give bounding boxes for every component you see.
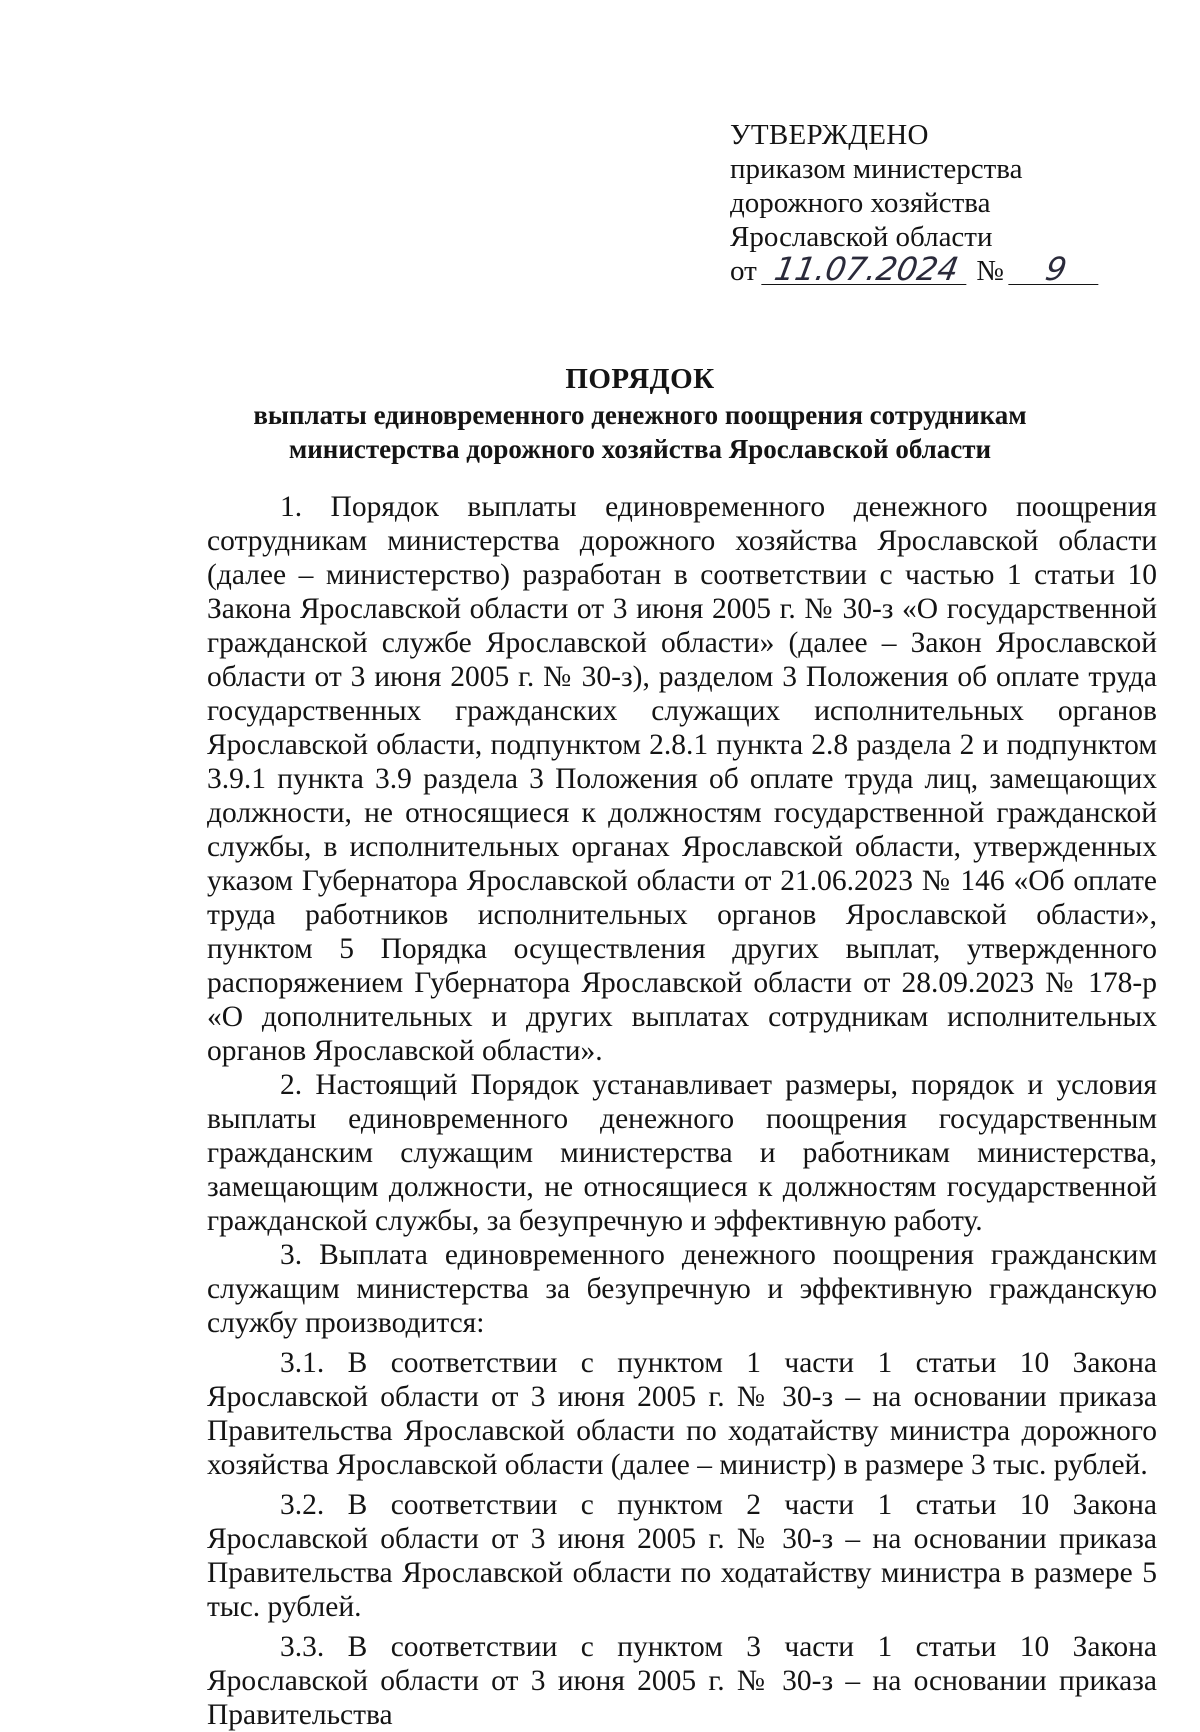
approval-line-3: Ярославской области — [730, 221, 993, 253]
approval-block — [730, 118, 1130, 288]
paragraph-3-2: 3.2. В соответствии с пунктом 2 части 1 статьи 10 Закона Ярославской области от 3 июня 2005 г. № 30-з – на основании приказа Правительства Ярославской области по ходатайству министра в размере 5 тыс. рублей. — [207, 1489, 1157, 1623]
date-prefix: от — [730, 255, 757, 287]
paragraph-3: 3. Выплата единовременного денежного поощрения гражданским служащим министерства за безупречную и эффективную гражданскую службу производится: — [207, 1239, 1157, 1339]
paragraph-2: 2. Настоящий Порядок устанавливает размеры, порядок и условия выплаты единовременного денежного поощрения государственным гражданским служащим министерства и работникам министерства, замещающим должности, не относящиеся к должностям государственной гражданской службы, за безупречную и эффективную работу. — [207, 1069, 1157, 1237]
handwritten-date: 11.07.2024 — [761, 254, 971, 285]
document-title — [200, 362, 1080, 466]
approval-heading: УТВЕРЖДЕНО — [730, 119, 929, 151]
number-sign: № — [976, 255, 1004, 287]
approval-line-1: приказом министерства — [730, 153, 1023, 185]
approval-date-line — [730, 250, 1130, 288]
title-main: ПОРЯДОК — [565, 363, 715, 395]
paragraph-3-3: 3.3. В соответствии с пунктом 3 части 1 статьи 10 Закона Ярославской области от 3 июня 2005 г. № 30-з – на основании приказа Правительства — [207, 1631, 1157, 1731]
paragraph-3-1: 3.1. В соответствии с пунктом 1 части 1 статьи 10 Закона Ярославской области от 3 июня 2005 г. № 30-з – на основании приказа Правительства Ярославской области по ходатайству министра дорожного хозяйства Ярославской области (далее – министр) в размере 3 тыс. рублей. — [207, 1347, 1157, 1481]
approval-line-2: дорожного хозяйства — [730, 187, 991, 219]
paragraph-1: 1. Порядок выплаты единовременного денежного поощрения сотрудникам министерства дорожного хозяйства Ярославской области (далее – министерство) разработан в соответствии с частью 1 статьи 10 Закона Ярославской области от 3 июня 2005 г. № 30-з «О государственной гражданской службе Ярославской области» (далее – Закон Ярославской области от 3 июня 2005 г. № 30-з), разделом 3 Положения об оплате труда государственных гражданских служащих исполнительных органов Ярославской области, подпунктом 2.8.1 пункта 2.8 раздела 2 и подпунктом 3.9.1 пункта 3.9 раздела 3 Положения об оплате труда лиц, замещающих должности, не относящиеся к должностям государственной гражданской службы, в исполнительных органах Ярославской области, утвержденных указом Губернатора Ярославской области от 21.06.2023 № 146 «Об оплате труда работников исполнительных органов Ярославской области», пунктом 5 Порядка осуществления других выплат, утвержденного распоряжением Губернатора Ярославской области от 28.09.2023 № 178-р «О дополнительных и других выплатах сотрудникам исполнительных органов Ярославской области». — [207, 491, 1157, 1067]
handwritten-number: 9 — [1008, 254, 1103, 285]
title-subtitle-line-2: министерства дорожного хозяйства Ярославской области — [288, 434, 992, 464]
document-body — [207, 490, 1157, 1732]
title-subtitle-line-1: выплаты единовременного денежного поощрения сотрудникам — [253, 400, 1027, 430]
